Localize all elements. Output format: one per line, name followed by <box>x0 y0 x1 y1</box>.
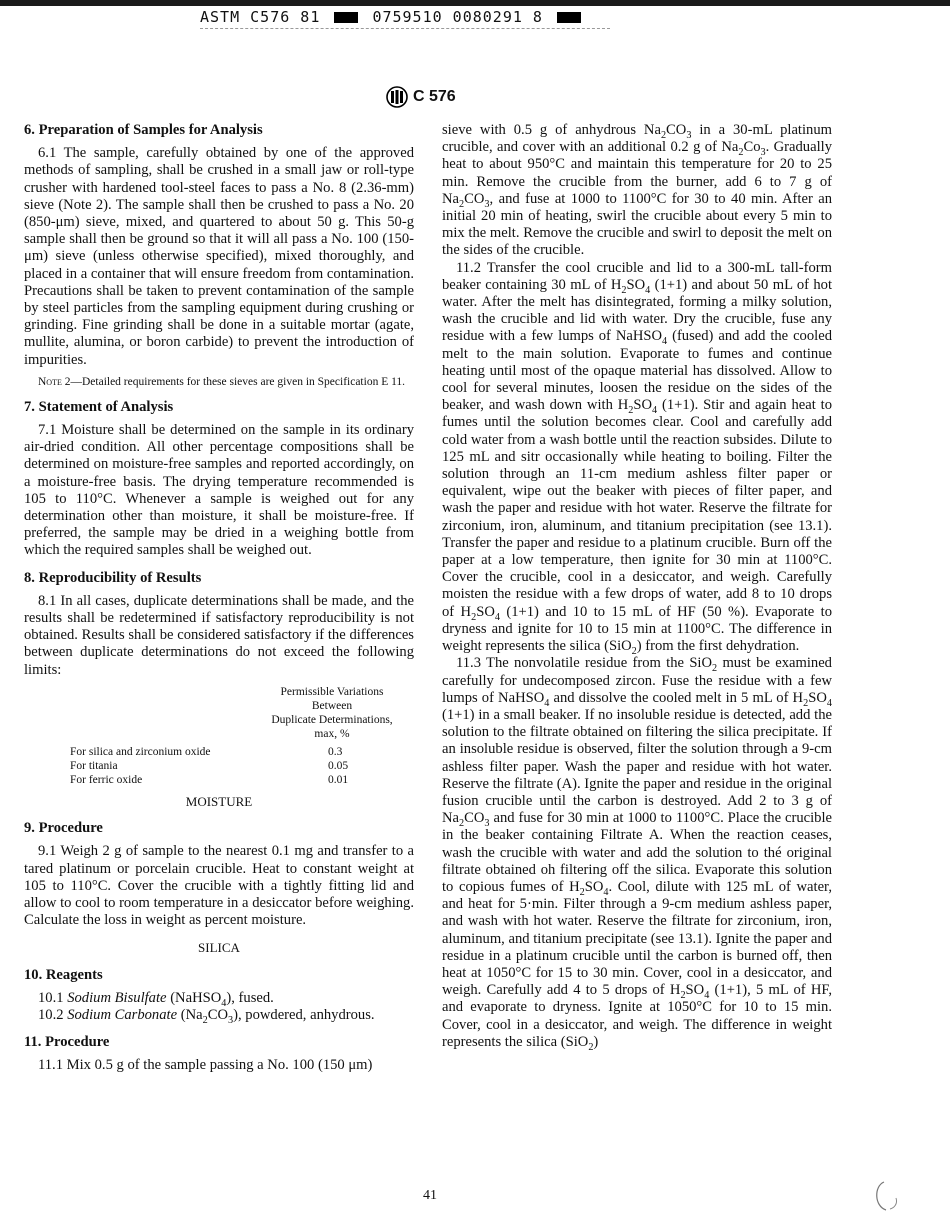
text-run: (1+1) and about 50 mL of hot water. After the melt has disintegrated, forming a milky solution, wash the crucible and lid with water. Dry the crucible, fuse any residue with a few lumps of NaHSO <box>442 276 832 345</box>
subscript: 4 <box>494 611 500 623</box>
text-run: SO <box>685 982 705 999</box>
text-run: (1+1) and 10 to 15 mL of HF (50 %). Evaporate to dryness and ignite for 10 to 15 min at 1100°C. The difference in weight represents the silica (SiO <box>442 603 832 655</box>
text-run: CO <box>464 190 485 207</box>
paragraph-11-3 <box>442 655 832 1051</box>
paragraph-10-1 <box>24 990 414 1007</box>
note-2 <box>24 375 414 389</box>
formula-text: CO <box>207 1006 228 1023</box>
paragraph-6-1: 6.1 The sample, carefully obtained by one of the approved methods of sampling, shall be crushed in a small jaw or roll-type crusher with hardened tool-steel faces to pass a No. 8 (2.36-mm) sieve (Note 2). The sample shall then be crushed to pass a No. 20 (850-μm) sieve, mixed, and quartered to about 50 g. This 50-g sample shall then be ground so that it will all pass a No. 100 (150-μm) sieve (unless otherwise specified), mixed thoroughly, and placed in a container that will ensure freedom from contamination. Precautions shall be taken to prevent contamination of the sample by steel particles from the sampling equipment during crushing or grinding. Fine grinding shall be done in a suitable mortar (agate, mullite, alumina, or boron carbide) to prevent the introduction of impurities. <box>24 145 414 368</box>
text-run: (fused) and add the cooled melt to the main solution. Evaporate to fumes and continue heating until most of the opaque material has dissolved. Allow to cool for several minutes, loosen the residue on the sides of the beaker, and wash down with H <box>442 328 832 414</box>
paragraph-8-1: 8.1 In all cases, duplicate determinations shall be made, and the results shall be redetermined if satisfactory reproducibility is not obtained. Results shall be considered satisfactory if the differences between duplicate determinations do not exceed the following limits: <box>24 592 414 678</box>
table-row <box>24 759 414 773</box>
standard-title <box>386 86 456 108</box>
moisture-heading: MOISTURE <box>185 793 253 809</box>
text-run: Co <box>743 139 761 156</box>
subscript: 4 <box>221 997 227 1009</box>
formula-text: ), fused. <box>226 989 274 1006</box>
table-row <box>24 745 414 759</box>
limits-header-line: Duplicate Determinations, <box>271 713 393 726</box>
text-run: (1+1) in a small beaker. If no insoluble residue is detected, add the solution to the filtrate obtained on filtering the silica precipitate. If an insoluble residue is observed, filter the solution through a 9-cm ashless filter paper. Wash the paper and residue with hot water. Reserve the filtrate (A). Ignite the paper and residue in the original fusion crucible until the carbon is destroyed. Add 2 to 3 g of Na <box>442 706 832 827</box>
text-run: , and fuse at 1000 to 1100°C for 30 to 40 min. After an initial 20 min of heating, swirl the crucible about every 5 min to mix the melt. Remove the crucible and swirl to deposit the melt on the sides of the crucible. <box>442 190 832 259</box>
clause-number: 10.1 <box>38 989 64 1006</box>
paragraph-9-1: 9.1 Weigh 2 g of sample to the nearest 0.1 mg and transfer to a tared platinum or porcelain crucible. Heat to constant weight at 105 to 110°C. Cover the crucible with a tightly fitting lid and allow to cool to room temperature in a desiccator before weighing. Calculate the loss in weight as percent moisture. <box>24 843 414 929</box>
subscript: 4 <box>645 284 651 296</box>
limit-value: 0.3 <box>328 745 343 758</box>
text-run: . Cool, dilute with 125 mL of water, and heat for 5·min. Filter through a 9-cm medium ashless paper, and wash with hot water. Reserve the filtrate for zirconium, iron, aluminum, and titanium precipitate (see 13.1). Ignite the paper and residue in a platinum crucible until the carbon is burned off, then heat at 1050°C for 15 to 30 min. Cover, cool in a desiccator, and weigh. Carefully add 4 to 5 drops of H <box>442 878 832 999</box>
subscript: 3 <box>228 1014 234 1026</box>
right-column <box>442 122 832 1051</box>
text-run: 11.2 Transfer the cool crucible and lid to a 300-mL tall-form beaker containing 30 mL of H <box>442 259 832 293</box>
paragraph-11-1-start: 11.1 Mix 0.5 g of the sample passing a No. 100 (150 μm) <box>38 1057 373 1074</box>
text-run: ) from the first dehydration. <box>636 638 800 655</box>
subscript: 2 <box>660 129 667 141</box>
limit-value: 0.05 <box>328 759 349 772</box>
table-row <box>24 773 414 787</box>
text-run: SO <box>633 397 653 414</box>
subscript: 4 <box>662 336 668 348</box>
text-run: CO <box>666 122 687 138</box>
section-10-heading: 10. Reagents <box>24 966 103 983</box>
left-column <box>24 122 414 1075</box>
redaction-block <box>557 12 581 23</box>
paragraph-7-1: 7.1 Moisture shall be determined on the sample in its ordinary air-dried condition. All other percentage compositions shall be determined on moisture-free samples and reported accordingly, on a moisture-free basis. The drying temperature recommended is 105 to 110°C. Whenever a sample is weighed out for any determination other than moisture, it shall be moisture-free. If preferred, the sample may be dried in a weighing bottle from which the required samples shall be weighed out. <box>24 422 414 559</box>
text-run: SO <box>476 603 495 620</box>
clause-number: 10.2 <box>38 1006 64 1023</box>
paragraph-11-1-continued <box>442 122 832 260</box>
limits-header <box>262 685 402 741</box>
subscript: 3 <box>484 818 490 830</box>
subscript: 4 <box>652 405 658 417</box>
formula-text: ), powdered, anhydrous. <box>233 1006 375 1023</box>
text-run: . Gradually heat to about 950°C and maintain this temperature for 20 to 25 min. Remove the crucible from the burner, add 6 to 7 g of Na <box>442 139 832 207</box>
subscript: 2 <box>628 405 634 417</box>
text-run: SO <box>584 878 604 895</box>
subscript: 3 <box>484 198 490 210</box>
text-run: CO <box>464 810 485 827</box>
text-run: ) <box>593 1033 599 1050</box>
subscript: 2 <box>579 886 585 898</box>
subscript: 2 <box>588 1041 594 1053</box>
limit-label: For ferric oxide <box>70 773 143 786</box>
text-run: 11.3 The nonvolatile residue from the SiO <box>456 655 713 672</box>
subscript: 2 <box>621 284 627 296</box>
section-6-heading: 6. Preparation of Samples for Analysis <box>24 122 263 138</box>
section-7-heading: 7. Statement of Analysis <box>24 398 174 415</box>
limit-label: For silica and zirconium oxide <box>70 745 211 758</box>
paragraph-10-2 <box>24 1007 414 1024</box>
section-9-heading: 9. Procedure <box>24 820 103 837</box>
subscript: 2 <box>738 147 744 159</box>
subscript: 4 <box>544 697 550 709</box>
subscript: 2 <box>471 611 477 623</box>
formula-text: (Na <box>180 1006 203 1023</box>
subscript: 4 <box>704 990 710 1002</box>
text-run: sieve with 0.5 g of anhydrous Na <box>442 122 661 138</box>
limits-table <box>24 685 414 787</box>
note-2-label: Note 2 <box>38 375 71 388</box>
scan-mark-icon <box>866 1176 908 1216</box>
section-11-heading: 11. Procedure <box>24 1034 110 1051</box>
text-run: SO <box>626 276 646 293</box>
redaction-block <box>334 12 358 23</box>
subscript: 2 <box>459 818 465 830</box>
code-part-a: ASTM C576 81 <box>200 8 321 26</box>
subscript: 2 <box>202 1014 208 1026</box>
subscript: 2 <box>631 646 637 657</box>
document-code-header <box>200 6 610 29</box>
formula-text: (NaHSO <box>170 989 222 1006</box>
text-run: and fuse for 30 min at 1000 to 1100°C. Place the crucible in the beaker containing Filtrate A. When the reaction ceases, wash the crucible with water and add the solution to thé original filtrate obtained oh filtering off the silica. Evaporate this solution to copious fumes of H <box>442 810 832 895</box>
subscript: 4 <box>826 697 832 709</box>
limit-value: 0.01 <box>328 773 349 786</box>
note-2-text: —Detailed requirements for these sieves are given in Specification E 11. <box>70 375 406 388</box>
limits-header-line: Permissible Variations Between <box>280 685 384 712</box>
reagent-name: Sodium Carbonate <box>67 1006 178 1023</box>
page-number: 41 <box>423 1188 437 1203</box>
paragraph-11-2 <box>442 260 832 656</box>
text-run: and dissolve the cooled melt in 5 mL of H <box>549 689 804 706</box>
subscript: 2 <box>680 990 686 1002</box>
text-run: (1+1). Stir and again heat to fumes until the solution becomes clear. Cool and carefully add cold water from a wash bottle until the reaction subsides. Dilute to 125 mL and sitr occasionally while heating to boiling. Filter the solution through an 11-cm medium ashless filter paper or equivalent, wipe out the beaker with pieces of filter paper, and wash the paper and residue with hot water. Reserve the filtrate for zirconium, iron, aluminum, and titanium precipitation (see 13.1). Transfer the paper and residue to a platinum crucible. Burn off the paper at a low temperature, then ignite for 30 min at 1100°C. Cover the crucible, cool in a desiccator, and weigh. Carefully moisten the residue with a few drops of water, add 8 to 10 drops of H <box>442 397 832 620</box>
subscript: 2 <box>459 198 465 210</box>
text-run: SO <box>808 689 827 706</box>
subscript: 2 <box>712 663 718 675</box>
standard-number: C 576 <box>413 88 456 105</box>
astm-logo-icon <box>386 86 408 108</box>
text-run: (1+1), 5 mL of HF, and evaporate to dryness. Ignite at 1050°C for 10 to 15 min. Cover, cool in a desiccator, and weigh. The difference in weight represents the silica (SiO <box>442 982 832 1050</box>
subscript: 3 <box>686 129 692 141</box>
text-run: in a 30-mL platinum crucible, and cover with an additional 0.2 g of Na <box>442 122 832 156</box>
subscript: 4 <box>603 886 609 898</box>
limit-label: For titania <box>70 759 118 772</box>
reagent-name: Sodium Bisulfate <box>67 989 167 1006</box>
limits-header-line: max, % <box>314 727 350 740</box>
subscript: 2 <box>803 697 809 709</box>
code-part-b: 0759510 0080291 8 <box>372 8 543 26</box>
silica-heading: SILICA <box>198 940 240 956</box>
subscript: 3 <box>760 147 766 159</box>
section-8-heading: 8. Reproducibility of Results <box>24 569 202 586</box>
text-run: must be examined carefully for undecomposed zircon. Fuse the residue with a few lumps of NaHSO <box>442 655 832 706</box>
